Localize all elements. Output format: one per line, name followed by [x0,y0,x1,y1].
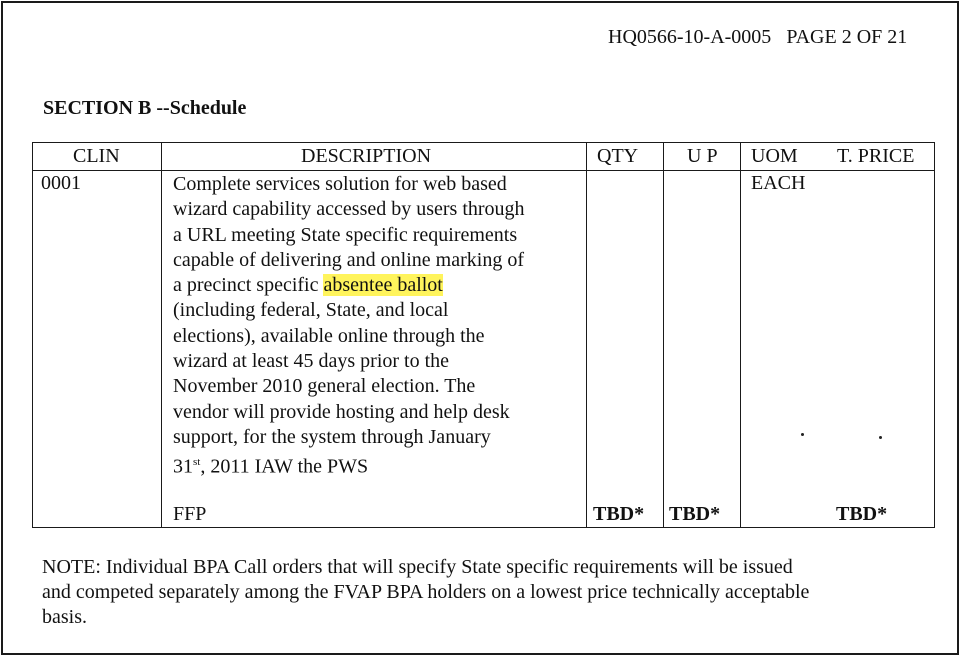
description-line: a URL meeting State specific requirements [173,223,518,246]
column-divider [586,143,587,527]
description-line: support, for the system through January [173,425,491,448]
contract-type: FFP [173,503,207,525]
description-line: a precinct specific absentee ballot [173,274,443,297]
description-line: November 2010 general election. The [173,375,476,398]
header-unit-price: U P [687,145,718,167]
description-line: (including federal, State, and local [173,299,449,322]
description-line: elections), available online through the [173,324,485,347]
note-line: NOTE: Individual BPA Call orders that will specify State specific requirements will be issued [42,556,793,578]
column-divider [663,143,664,527]
column-divider [740,143,741,527]
description-line: capable of delivering and online marking of [173,248,524,271]
header-uom: UOM [751,145,798,167]
description-cell [173,172,583,480]
note-line: and competed separately among the FVAP BPA holders on a lowest price technically acceptable [42,581,810,603]
scan-speck [879,436,882,439]
section-title: SECTION B --Schedule [43,97,247,119]
highlighted-phrase: absentee ballot [323,274,443,297]
page-indicator: PAGE 2 OF 21 [786,26,908,48]
header-clin: CLIN [73,145,120,167]
unit-price-value: TBD* [669,503,721,525]
header-qty: QTY [597,145,639,167]
uom-value: EACH [751,172,806,194]
scan-speck [801,433,804,436]
note-line: basis. [42,606,87,628]
description-line: Complete services solution for web based [173,173,507,195]
qty-value: TBD* [593,503,645,525]
document-header [608,26,907,49]
clin-value: 0001 [41,172,81,194]
column-divider [161,143,162,527]
description-line: wizard capability accessed by users through [173,198,525,221]
header-description: DESCRIPTION [301,145,432,167]
description-line: 31st, 2011 IAW the PWS [173,455,369,478]
footnote [42,555,922,630]
description-line: wizard at least 45 days prior to the [173,350,450,373]
description-line: vendor will provide hosting and help desk [173,400,510,423]
header-total-price: T. PRICE [837,145,915,167]
total-price-value: TBD* [836,503,888,525]
schedule-table [32,142,935,528]
header-divider [33,170,934,171]
document-id: HQ0566-10-A-0005 [608,26,772,48]
